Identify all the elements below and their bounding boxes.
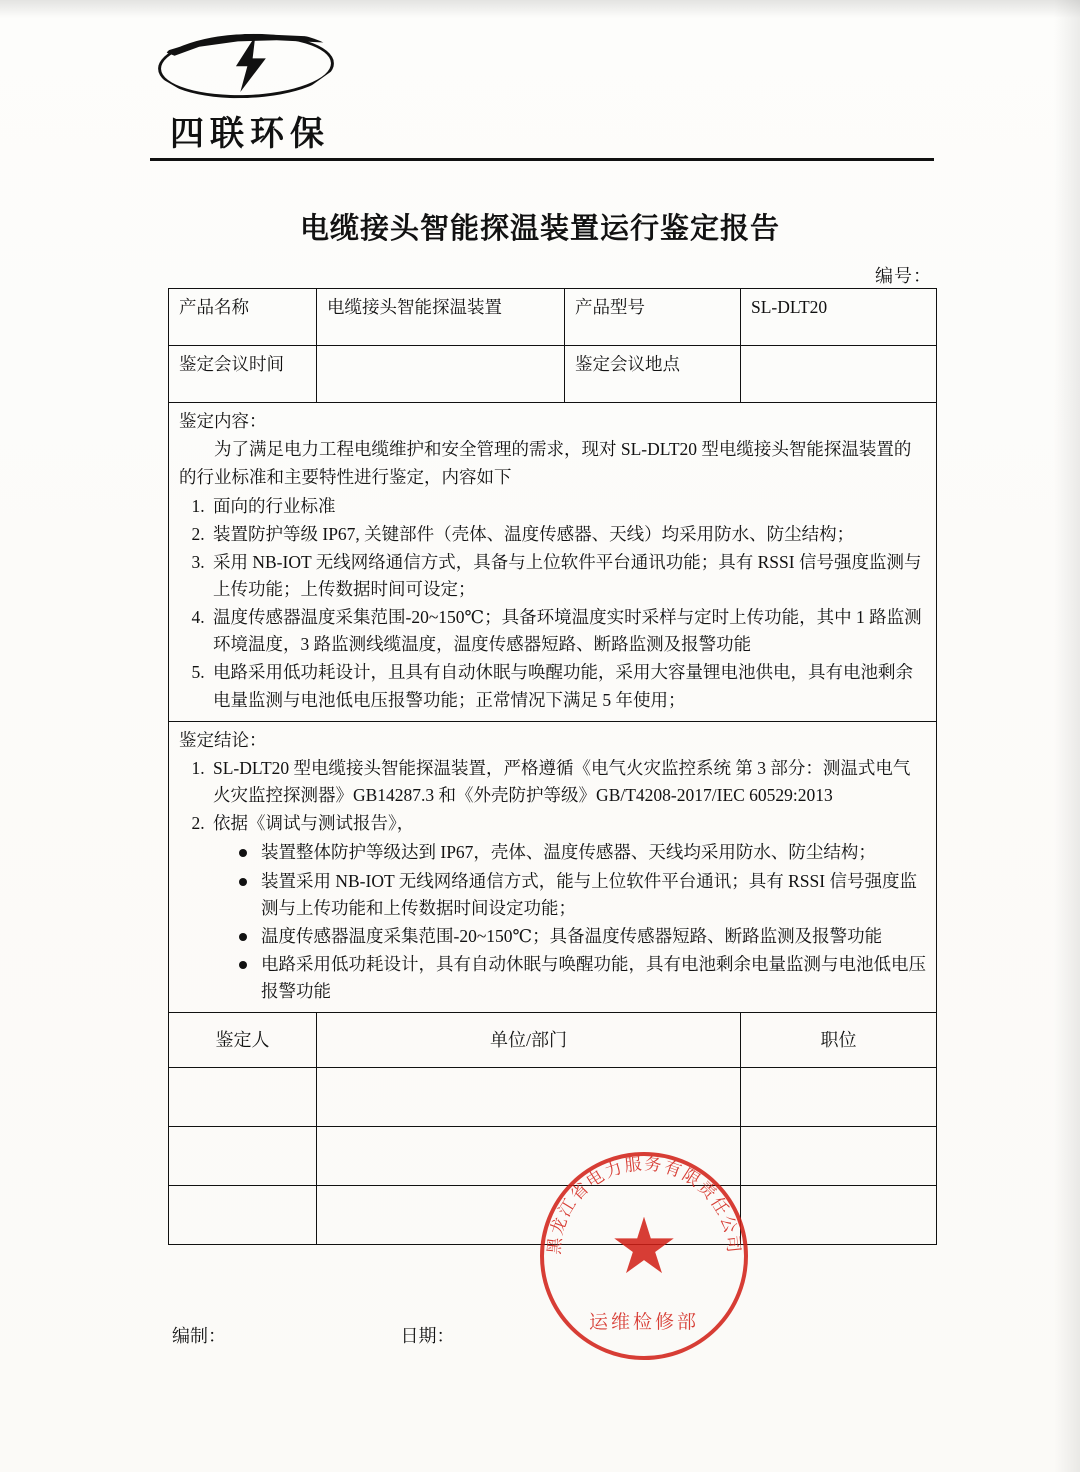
meeting-time-label: 鉴定会议时间 [169, 346, 317, 403]
list-item: 5. 电路采用低功耗设计，且具有自动休眠与唤醒功能，采用大容量锂电池供电，具有电池剩余电量监测与电池低电压报警功能；正常情况下满足 5 年使用； [209, 659, 926, 713]
meeting-place-label: 鉴定会议地点 [565, 346, 741, 403]
list-item [209, 810, 926, 1005]
signature-position-cell[interactable] [741, 1068, 937, 1127]
seal-arc-label: 黑龙江省电力服务有限责任公司 [544, 1154, 744, 1256]
signature-col-person: 鉴定人 [169, 1013, 317, 1068]
signature-person-cell[interactable] [169, 1186, 317, 1245]
scan-shadow-top [0, 0, 1080, 18]
list-item: 装置采用 NB-IOT 无线网络通信方式，能与上位软件平台通讯；具有 RSSI 信号强度监测与上传功能和上传数据时间设定功能； [239, 868, 926, 922]
content-section [169, 403, 937, 722]
report-table [168, 288, 937, 1245]
page-title: 电缆接头智能探温装置运行鉴定报告 [299, 213, 780, 245]
signature-col-position: 职位 [741, 1013, 937, 1068]
list-item: 装置整体防护等级达到 IP67，壳体、温度传感器、天线均采用防水、防尘结构； [239, 839, 926, 866]
list-item-label: 依据《调试与测试报告》， [213, 813, 415, 834]
list-item: 4. 温度传感器温度采集范围-20~150℃；具备环境温度实时采样与定时上传功能，其中 1 路监测环境温度，3 路监测线缆温度，温度传感器短路、断路监测及报警功能 [209, 604, 926, 658]
conclusion-list [179, 755, 926, 1005]
meeting-place-value [741, 346, 937, 403]
signature-position-cell[interactable] [741, 1186, 937, 1245]
table-row [169, 1068, 937, 1127]
content-list [179, 493, 926, 714]
footer [172, 1322, 952, 1348]
table-row [169, 1186, 937, 1245]
seal-bottom-label: 运维检修部 [588, 1312, 699, 1333]
header-divider [150, 158, 934, 161]
letterhead [150, 28, 380, 153]
conclusion-section-row [169, 721, 937, 1013]
table-row [169, 346, 937, 403]
signature-col-unit: 单位/部门 [317, 1013, 741, 1068]
doc-number-label: 编号： [875, 266, 932, 286]
list-item: 电路采用低功耗设计，具有自动休眠与唤醒功能，具有电池剩余电量监测与电池低电压报警功能 [239, 951, 926, 1005]
product-name-label: 产品名称 [169, 289, 317, 346]
meeting-time-value [317, 346, 565, 403]
product-name-value: 电缆接头智能探温装置 [317, 289, 565, 346]
signature-person-cell[interactable] [169, 1068, 317, 1127]
signature-unit-cell[interactable] [317, 1068, 741, 1127]
signature-unit-cell[interactable] [317, 1127, 741, 1186]
date-label: 日期： [400, 1326, 455, 1346]
signature-position-cell[interactable] [741, 1127, 937, 1186]
company-name: 四联环保 [170, 116, 330, 153]
signature-header-row [169, 1013, 937, 1068]
content-intro: 为了满足电力工程电缆维护和安全管理的需求，现对 SL-DLT20 型电缆接头智能探温装置的的行业标准和主要特性进行鉴定，内容如下 [179, 439, 912, 487]
table-row [169, 289, 937, 346]
content-section-title: 鉴定内容： [179, 411, 267, 431]
table-row [169, 1127, 937, 1186]
content-section-row [169, 403, 937, 722]
product-model-label: 产品型号 [565, 289, 741, 346]
prepared-by-label: 编制： [172, 1326, 226, 1346]
list-item: 1. SL-DLT20 型电缆接头智能探温装置，严格遵循《电气火灾监控系统 第 3 部分：测温式电气火灾监控探测器》GB14287.3 和《外壳防护等级》GB/T4208-2017/IEC 60529:2013 [209, 755, 926, 809]
conclusion-section [169, 721, 937, 1013]
list-item: 温度传感器温度采集范围-20~150℃；具备温度传感器短路、断路监测及报警功能 [239, 923, 926, 950]
signature-person-cell[interactable] [169, 1127, 317, 1186]
list-item: 3. 采用 NB-IOT 无线网络通信方式，具备与上位软件平台通讯功能；具有 RSSI 信号强度监测与上传功能；上传数据时间可设定； [209, 549, 926, 603]
signature-unit-cell[interactable] [317, 1186, 741, 1245]
list-item: 2. 装置防护等级 IP67, 关键部件（壳体、温度传感器、天线）均采用防水、防尘结构； [209, 521, 926, 548]
conclusion-section-title: 鉴定结论： [179, 729, 267, 750]
list-item: 1. 面向的行业标准 [209, 493, 926, 520]
conclusion-bullet-list [213, 839, 926, 1005]
product-model-value: SL-DLT20 [741, 289, 937, 346]
company-logo-icon [158, 28, 343, 100]
